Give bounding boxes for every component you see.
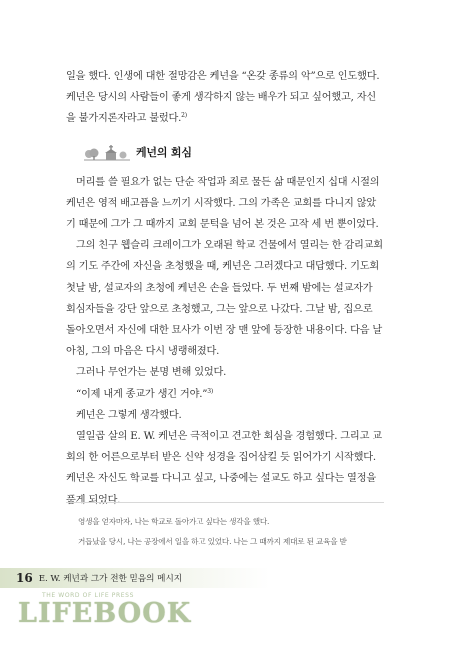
publisher-tagline: THE WORD OF LIFE PRESS [42, 592, 134, 599]
paragraph-main-3: “이제 내게 종교가 생긴 거야.”$^{3)}$ [76, 387, 214, 400]
body-text [66, 66, 384, 511]
note-divider [66, 502, 384, 503]
paragraph-main-5: 열일곱 살의 E. W. 케넌은 극적이고 견고한 회심을 경험했다. 그리고 교회의 한 어른으로부터 받은 신약 성경을 집어삼킬 듯 읽어가기 시작했다. 케넌은 자신도 학교를 다니고 싶고, 나중에는 설교도 하고 싶다는 열정을 품게 되었다. [66, 431, 382, 506]
footnote-ref[interactable]: 2) [181, 112, 187, 120]
footnote-ref[interactable]: 3) [207, 387, 214, 395]
publisher-name: LIFEBOOK [18, 598, 192, 629]
note-line: 영생을 얻자마자, 나는 학교로 돌아가고 싶다는 생각을 했다. [78, 517, 270, 526]
section-heading [66, 134, 384, 172]
paragraph-main-1: 그의 친구 웹슬리 크레이그가 오래된 학교 건물에서 열리는 한 감리교회의 기도 주간에 자신을 초청했을 때, 케넌은 그러겠다고 대답했다. 기도회 첫날 밤, 설교자의 초청에 케넌은 손을 들었다. 두 번째 밤에는 설교자가 회심자들을 강단 앞으로 초청했고, 그는 앞으로 나갔다. 그날 밤, 집으로 돌아오면서 자신에 대한 묘사가 이번 장 맨 앞에 등장한 내용이다. 다음 날 아침, 그의 마음은 다시 냉랭해졌다. [66, 240, 383, 358]
publisher-logo [18, 592, 192, 629]
paragraph-main-2: 그러나 무언가는 분명 변해 있었다. [76, 367, 227, 379]
paragraph-main-0: 머리를 쓸 필요가 없는 단순 작업과 죄로 물든 삶 때문인지 십대 시절의 케넌은 영적 배고픔을 느끼기 시작했다. 그의 가족은 교회를 다니지 않았기 때문에 그가 그 때까지 교회 문턱을 넘어 본 것은 고작 세 번 뿐이었다. [66, 176, 380, 231]
paragraph-top-0: 일을 했다. 인생에 대한 절망감은 케넌을 “온갖 종류의 악”으로 인도했다. 케넌은 당시의 사람들이 좋게 생각하지 않는 배우가 되고 싶어했고, 자신을 불가지론자라고 불렀다.$^{2)}$ [66, 71, 380, 125]
running-title: E. W. 케넌과 그가 전한 믿음의 메시지 [38, 574, 183, 584]
church-landscape-icon [84, 145, 130, 161]
quote-note [66, 512, 386, 552]
paragraph-main-4: 케넌은 그렇게 생각했다. [76, 409, 182, 421]
page-number: 16 [16, 571, 33, 585]
section-title: 케넌의 회심 [136, 146, 192, 159]
page-footer [16, 571, 182, 585]
note-line: 거듭났을 당시, 나는 공장에서 일을 하고 있었다. 나는 그 때까지 제대로 된 교육을 받 [78, 537, 347, 546]
